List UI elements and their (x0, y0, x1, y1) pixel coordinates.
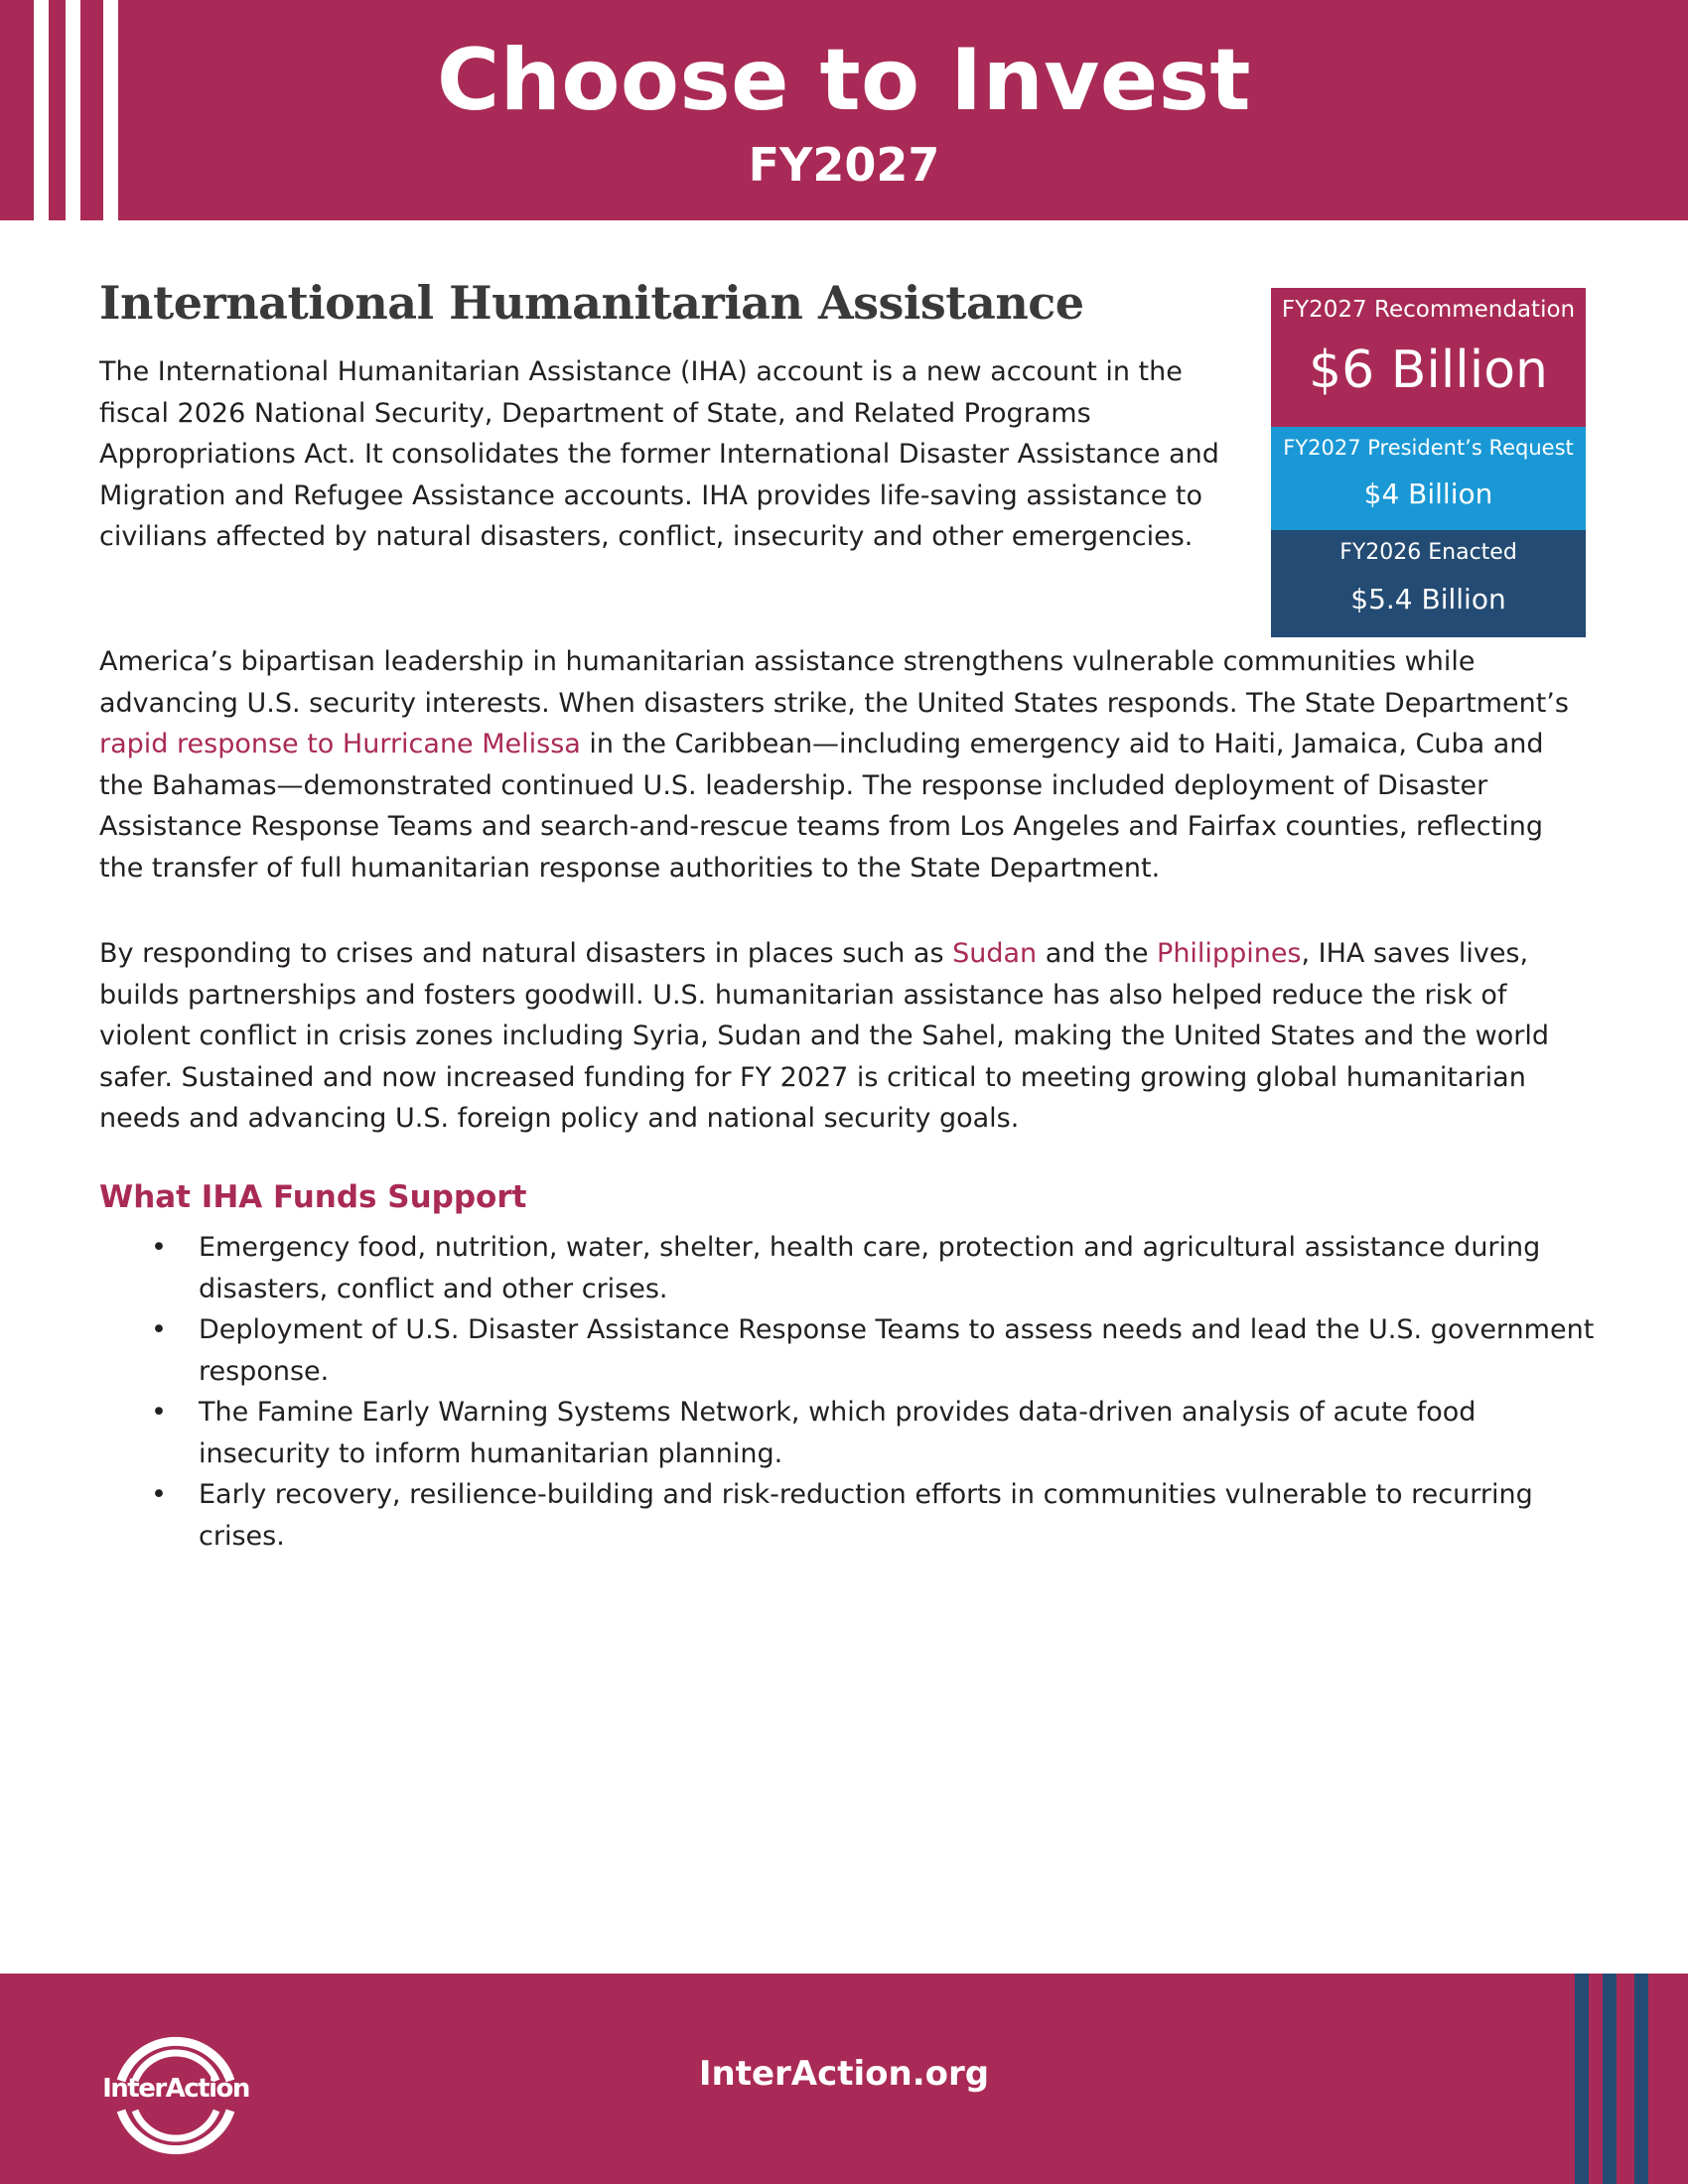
bullet-icon: • (151, 1314, 167, 1345)
footer-website-link[interactable]: InterAction.org (698, 2054, 990, 2094)
header-subtitle: FY2027 (748, 138, 940, 192)
recommendation-label: FY2027 Recommendation (1281, 297, 1576, 323)
enacted-label: FY2026 Enacted (1339, 540, 1517, 565)
recommendation-value: $6 Billion (1309, 341, 1548, 400)
list-item-text: Early recovery, resilience-building and risk-reduction efforts in communities vulnerable to recurring crises. (199, 1479, 1533, 1552)
paragraph-text: and the (1037, 938, 1158, 969)
page-title: International Humanitarian Assistance (99, 276, 1084, 330)
logo-wordmark: InterAction (102, 2074, 249, 2104)
funding-summary-box (1271, 288, 1586, 637)
list-item-text: Deployment of U.S. Disaster Assistance Response Teams to assess needs and lead the U.S. government response. (199, 1314, 1595, 1387)
list-item-text: The Famine Early Warning Systems Network, which provides data-driven analysis of acute food insecurity to inform humanitarian planning. (199, 1397, 1477, 1469)
list-item (99, 1392, 1609, 1474)
bullet-icon: • (151, 1232, 167, 1263)
footer-stripe (1634, 1974, 1648, 2184)
request-label: FY2027 President’s Request (1283, 436, 1574, 460)
list-item (99, 1474, 1609, 1557)
footer-banner (0, 1974, 1688, 2184)
list-item-text: Emergency food, nutrition, water, shelter, health care, protection and agricultural assistance during disasters, conflict and other crises. (199, 1232, 1541, 1304)
header-title: Choose to Invest (436, 31, 1251, 130)
impact-paragraph (99, 933, 1589, 1140)
leadership-paragraph (99, 641, 1589, 888)
hurricane-melissa-link[interactable]: rapid response to Hurricane Melissa (99, 729, 581, 759)
footer-stripe (1603, 1974, 1617, 2184)
support-list (99, 1227, 1609, 1557)
request-value: $4 Billion (1363, 478, 1493, 510)
enacted-value: $5.4 Billion (1350, 583, 1506, 615)
footer-stripe (1575, 1974, 1589, 2184)
paragraph-text: America’s bipartisan leadership in humanitarian assistance strengthens vulnerable communities while advancing U.S. security interests. When disasters strike, the United States responds. The State Department’s (99, 646, 1569, 719)
list-item (99, 1227, 1609, 1309)
list-item (99, 1309, 1609, 1392)
header-banner (0, 0, 1688, 220)
request-panel (1271, 427, 1586, 530)
bullet-icon: • (151, 1479, 167, 1510)
bullet-icon: • (151, 1397, 167, 1428)
paragraph-text: in the Caribbean—including emergency aid to Haiti, Jamaica, Cuba and the Bahamas—demonstrated continued U.S. leadership. The response included deployment of Disaster Assistance Response Teams and search-and-rescue teams from Los Angeles and Fairfax counties, reflecting the transfer of full humanitarian response authorities to the State Department. (99, 729, 1544, 884)
philippines-link[interactable]: Philippines (1157, 938, 1302, 969)
sudan-link[interactable]: Sudan (952, 938, 1038, 969)
paragraph-text: By responding to crises and natural disasters in places such as (99, 938, 953, 969)
enacted-panel (1271, 530, 1586, 637)
intro-paragraph: The International Humanitarian Assistance (IHA) account is a new account in the fiscal 2026 National Security, Department of State, and Related Programs Appropriations Act. It consolidates the former International Disaster Assistance and Migration and Refugee Assistance accounts. IHA provides life-saving assistance to civilians affected by natural disasters, conflict, insecurity and other emergencies. (99, 356, 1219, 552)
recommendation-panel (1271, 288, 1586, 427)
paragraph-text: , IHA saves lives, builds partnerships and fosters goodwill. U.S. humanitarian assistance has also helped reduce the risk of violent conflict in crisis zones including Syria, Sudan and the Sahel, making the United States and the world safer. Sustained and now increased funding for FY 2027 is critical to meeting growing global humanitarian needs and advancing U.S. foreign policy and national security goals. (99, 938, 1550, 1134)
support-section-heading: What IHA Funds Support (99, 1179, 527, 1215)
